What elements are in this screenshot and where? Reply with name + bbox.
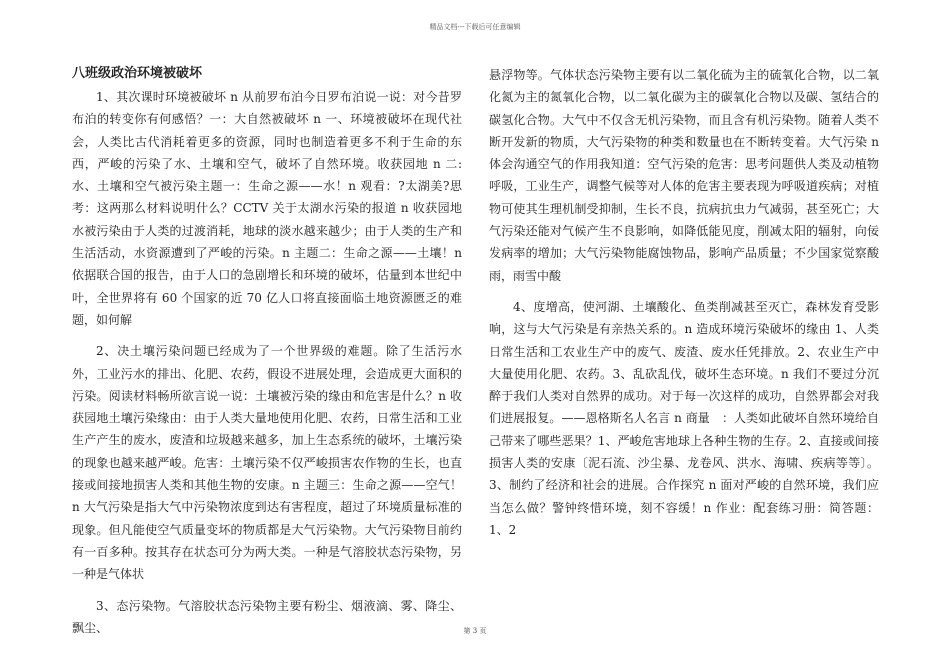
paragraph-continued: 悬浮物等。气体状态污染物主要有以二氧化硫为主的硫氧化合物，以二氧化氮为主的氮氧化合物，以二氧化碳为主的碳氧化合物以及碳、氢结合的碳氢化合物。大气中不仅含无机污染物，而且含有机污染物。随着人类不断开发新的物质，大气污染物的种类和数量也在不断转变着。大气污染 n 体会沟通空气的作用我知道：空气污染的危害：思考问题供人类及动植物呼吸，工业生产，调整气候等对人体的危害主要表现为呼吸道疾病；对植物可使其生理机制受抑制，生长不良，抗病抗虫力气减弱，甚至死亡；大气污染还能对气候产生不良影响，如降低能见度，削减太阳的辐射，向佞发病率的增加；大气污染物能腐蚀物品，影响产品质量；不少国家觉察酸雨，雨雪中酸 (489, 68, 879, 283)
paragraph-4: 4、度增高，使河湖、土壤酸化、鱼类削减甚至灭亡，森林发育受影响，这与大气污染是有亲热关系的。n 造成环境污染破坏的缘由 1、人类日常生活和工农业生产中的废气、废渣、废水任凭排放。2、农业生产中大量使用化肥、农药。3、乱砍乱伐，破坏生态环境。n 我们不要过分沉醉于我们人类对自然界的成功。对于每一次这样的成功，自然界都会对我们进展报复。——恩格斯名人名言 n 商量 ：人类如此破坏自然环境给自己带来了哪些恶果？1、严峻危害地球上各种生物的生存。2、直接或间接损害人类的安康〔泥石流、沙尘暴、龙卷风、洪水、海啸、疾病等等〕。3、制约了经济和社会的进展。合作探究 n 面对严峻的自然环境，我们应当怎么做？警钟终惜环境，刻不容缓！n 作业：配套练习册：简答题：1、2 (489, 299, 879, 537)
page-number: 第 3 页 (463, 627, 487, 635)
left-column (72, 64, 462, 639)
right-column (489, 64, 879, 541)
document-title: 八班级政治环境被破坏 (72, 66, 203, 81)
paragraph-3: 3、态污染物。气溶胶状态污染物主要有粉尘、烟液滴、雾、降尘、飘尘、 (72, 598, 462, 635)
paragraph-2: 2、决土壤污染问题已经成为了一个世界级的难题。除了生活污水外，工业污水的排出、化肥、农药，假设不进展处理，会造成更大面积的污染。阅读材料畅所欲言说一说：土壤被污染的缘由和危害是什么？n 收获园地土壤污染缘由：由于人类大量地使用化肥、农药，日常生活和工业生产产生的废水，废渣和垃圾越来越多，加上生态系统的破坏，土壤污染的现象也越来越严峻。危害：土壤污染不仅严峻损害农作物的生长，也直接或间接地损害人类和其他生物的安康。n 主题三：生命之源——空气！n 大气污染是指大气中污染物浓度到达有害程度，超过了环境质量标准的现象。但凡能使空气质量变坏的物质都是大气污染物。大气污染物目前约有一百多种。按其存在状态可分为两大类。一种是气溶胶状态污染物，另一种是气体状 (72, 344, 462, 582)
paragraph-1: 1、其次课时环境被破坏 n 从前罗布泊今日罗布泊说一说：对今昔罗布泊的转变你有何感悟？一：大自然被破坏 n 一、环境被破坏在现代社会，人类比古代消耗着更多的资源，同时也制造着更多不利于生命的东西，严峻的污染了水、土壤和空气，破坏了自然环境。收获园地 n 二:水、土壤和空气被污染主题一：生命之源——水！n 观看：?太湖美?思考：这两那么材料说明什么？CCTV 关于太湖水污染的报道 n 收获园地水被污染由于人类的过渡消耗，地球的淡水越来越少；由于人类的生产和生活活动，水资源遭到了严峻的污染。n 主题二：生命之源——土壤！n 依据联合国的报告，由于人口的急剧增长和环境的破坏，估量到本世纪中叶，全世界将有 60 个国家的近 70 亿人口将直接面临土地资源匮乏的难题，如何解 (72, 90, 462, 327)
page-header: 精品文档---下载后可任意编辑 (429, 23, 521, 31)
